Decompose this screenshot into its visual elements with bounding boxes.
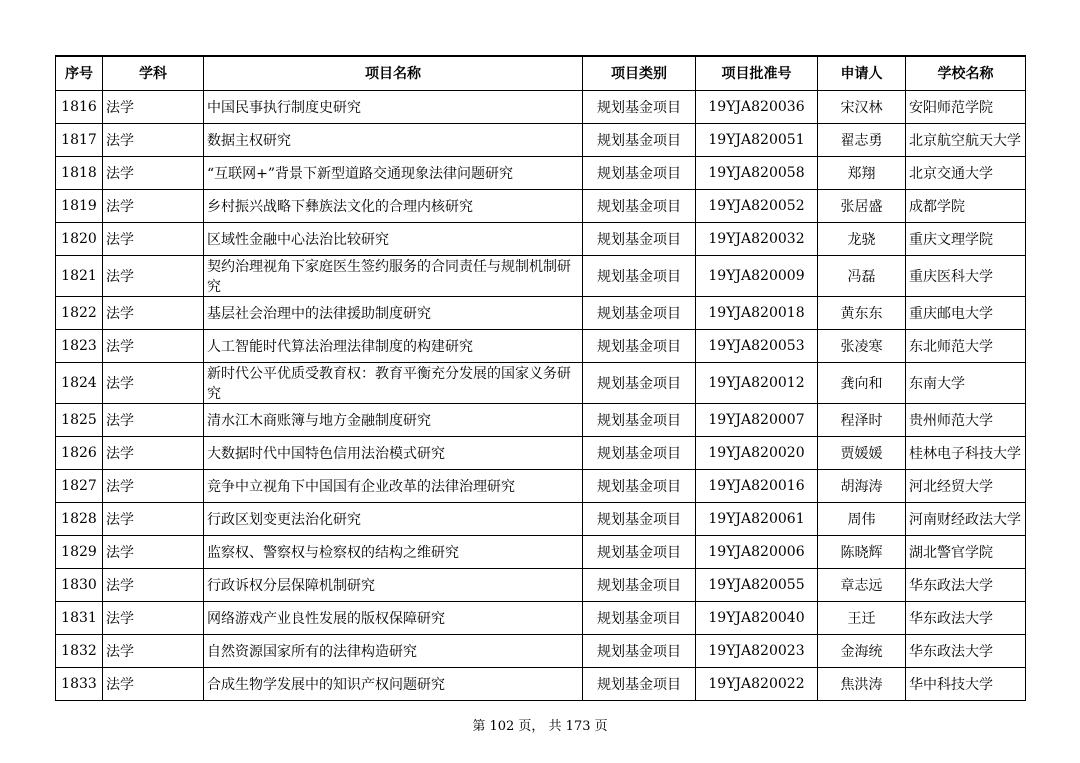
subject-cell: 法学 bbox=[103, 156, 204, 189]
page-footer: 第 102 页， 共 173 页 bbox=[472, 719, 608, 734]
index-cell: 1831 bbox=[56, 601, 103, 634]
approval-number-cell: 19YJA820012 bbox=[696, 362, 818, 403]
applicant-cell: 金海统 bbox=[818, 634, 906, 667]
table-row bbox=[56, 362, 1026, 403]
table-row bbox=[56, 634, 1026, 667]
approval-number-cell: 19YJA820058 bbox=[696, 156, 818, 189]
table-row bbox=[56, 296, 1026, 329]
project-name-cell: 大数据时代中国特色信用法治模式研究 bbox=[204, 436, 583, 469]
school-name-cell: 北京交通大学 bbox=[906, 156, 1026, 189]
project-name-cell: 网络游戏产业良性发展的版权保障研究 bbox=[204, 601, 583, 634]
school-name-cell: 华东政法大学 bbox=[906, 634, 1026, 667]
approval-number-cell: 19YJA820007 bbox=[696, 403, 818, 436]
applicant-cell: 宋汉林 bbox=[818, 90, 906, 123]
index-cell: 1822 bbox=[56, 296, 103, 329]
school-name-cell: 河南财经政法大学 bbox=[906, 502, 1026, 535]
subject-cell: 法学 bbox=[103, 123, 204, 156]
school-name-cell: 成都学院 bbox=[906, 189, 1026, 222]
project-category-cell: 规划基金项目 bbox=[583, 502, 696, 535]
subject-cell: 法学 bbox=[103, 189, 204, 222]
header-subject: 学科 bbox=[103, 56, 204, 90]
project-name-cell: 行政区划变更法治化研究 bbox=[204, 502, 583, 535]
subject-cell: 法学 bbox=[103, 667, 204, 700]
applicant-cell: 郑翔 bbox=[818, 156, 906, 189]
project-category-cell: 规划基金项目 bbox=[583, 123, 696, 156]
subject-cell: 法学 bbox=[103, 90, 204, 123]
project-category-cell: 规划基金项目 bbox=[583, 469, 696, 502]
project-name-cell: 新时代公平优质受教育权：教育平衡充分发展的国家义务研究 bbox=[204, 362, 583, 403]
subject-cell: 法学 bbox=[103, 362, 204, 403]
table-body bbox=[56, 90, 1026, 700]
index-cell: 1830 bbox=[56, 568, 103, 601]
approval-number-cell: 19YJA820018 bbox=[696, 296, 818, 329]
project-name-cell: 人工智能时代算法治理法律制度的构建研究 bbox=[204, 329, 583, 362]
index-cell: 1816 bbox=[56, 90, 103, 123]
index-cell: 1824 bbox=[56, 362, 103, 403]
project-category-cell: 规划基金项目 bbox=[583, 667, 696, 700]
school-name-cell: 河北经贸大学 bbox=[906, 469, 1026, 502]
applicant-cell: 冯磊 bbox=[818, 255, 906, 296]
subject-cell: 法学 bbox=[103, 568, 204, 601]
project-name-cell: 中国民事执行制度史研究 bbox=[204, 90, 583, 123]
project-category-cell: 规划基金项目 bbox=[583, 601, 696, 634]
header-school-name: 学校名称 bbox=[906, 56, 1026, 90]
project-name-cell: 自然资源国家所有的法律构造研究 bbox=[204, 634, 583, 667]
project-category-cell: 规划基金项目 bbox=[583, 568, 696, 601]
table-row bbox=[56, 568, 1026, 601]
school-name-cell: 安阳师范学院 bbox=[906, 90, 1026, 123]
table-row bbox=[56, 156, 1026, 189]
project-category-cell: 规划基金项目 bbox=[583, 362, 696, 403]
project-category-cell: 规划基金项目 bbox=[583, 436, 696, 469]
applicant-cell: 胡海涛 bbox=[818, 469, 906, 502]
project-name-cell: 监察权、警察权与检察权的结构之维研究 bbox=[204, 535, 583, 568]
subject-cell: 法学 bbox=[103, 436, 204, 469]
table-row bbox=[56, 189, 1026, 222]
applicant-cell: 黄东东 bbox=[818, 296, 906, 329]
subject-cell: 法学 bbox=[103, 296, 204, 329]
approval-number-cell: 19YJA820051 bbox=[696, 123, 818, 156]
index-cell: 1833 bbox=[56, 667, 103, 700]
school-name-cell: 华东政法大学 bbox=[906, 601, 1026, 634]
school-name-cell: 重庆文理学院 bbox=[906, 222, 1026, 255]
subject-cell: 法学 bbox=[103, 222, 204, 255]
project-category-cell: 规划基金项目 bbox=[583, 222, 696, 255]
project-name-cell: 合成生物学发展中的知识产权问题研究 bbox=[204, 667, 583, 700]
index-cell: 1819 bbox=[56, 189, 103, 222]
project-name-cell: 清水江木商账簿与地方金融制度研究 bbox=[204, 403, 583, 436]
project-name-cell: “互联网+”背景下新型道路交通现象法律问题研究 bbox=[204, 156, 583, 189]
approval-number-cell: 19YJA820040 bbox=[696, 601, 818, 634]
applicant-cell: 张凌寒 bbox=[818, 329, 906, 362]
index-cell: 1827 bbox=[56, 469, 103, 502]
applicant-cell: 陈晓辉 bbox=[818, 535, 906, 568]
project-name-cell: 契约治理视角下家庭医生签约服务的合同责任与规制机制研究 bbox=[204, 255, 583, 296]
table-row bbox=[56, 436, 1026, 469]
project-category-cell: 规划基金项目 bbox=[583, 255, 696, 296]
applicant-cell: 龙骁 bbox=[818, 222, 906, 255]
applicant-cell: 王迁 bbox=[818, 601, 906, 634]
subject-cell: 法学 bbox=[103, 502, 204, 535]
project-category-cell: 规划基金项目 bbox=[583, 535, 696, 568]
school-name-cell: 贵州师范大学 bbox=[906, 403, 1026, 436]
project-category-cell: 规划基金项目 bbox=[583, 156, 696, 189]
approval-number-cell: 19YJA820032 bbox=[696, 222, 818, 255]
table-row bbox=[56, 535, 1026, 568]
header-project-category: 项目类别 bbox=[583, 56, 696, 90]
school-name-cell: 桂林电子科技大学 bbox=[906, 436, 1026, 469]
applicant-cell: 周伟 bbox=[818, 502, 906, 535]
approval-number-cell: 19YJA820061 bbox=[696, 502, 818, 535]
project-table bbox=[55, 55, 1026, 701]
project-category-cell: 规划基金项目 bbox=[583, 634, 696, 667]
project-category-cell: 规划基金项目 bbox=[583, 296, 696, 329]
header-project-name: 项目名称 bbox=[204, 56, 583, 90]
project-category-cell: 规划基金项目 bbox=[583, 329, 696, 362]
index-cell: 1818 bbox=[56, 156, 103, 189]
project-category-cell: 规划基金项目 bbox=[583, 403, 696, 436]
subject-cell: 法学 bbox=[103, 255, 204, 296]
header-approval-number: 项目批准号 bbox=[696, 56, 818, 90]
school-name-cell: 华中科技大学 bbox=[906, 667, 1026, 700]
table-row bbox=[56, 222, 1026, 255]
applicant-cell: 焦洪涛 bbox=[818, 667, 906, 700]
table-row bbox=[56, 123, 1026, 156]
school-name-cell: 重庆邮电大学 bbox=[906, 296, 1026, 329]
table-row bbox=[56, 601, 1026, 634]
school-name-cell: 华东政法大学 bbox=[906, 568, 1026, 601]
approval-number-cell: 19YJA820022 bbox=[696, 667, 818, 700]
applicant-cell: 龚向和 bbox=[818, 362, 906, 403]
subject-cell: 法学 bbox=[103, 329, 204, 362]
header-applicant: 申请人 bbox=[818, 56, 906, 90]
applicant-cell: 章志远 bbox=[818, 568, 906, 601]
table-row bbox=[56, 667, 1026, 700]
project-name-cell: 行政诉权分层保障机制研究 bbox=[204, 568, 583, 601]
index-cell: 1825 bbox=[56, 403, 103, 436]
subject-cell: 法学 bbox=[103, 601, 204, 634]
school-name-cell: 东南大学 bbox=[906, 362, 1026, 403]
subject-cell: 法学 bbox=[103, 535, 204, 568]
table-row bbox=[56, 255, 1026, 296]
table-row bbox=[56, 403, 1026, 436]
project-name-cell: 数据主权研究 bbox=[204, 123, 583, 156]
school-name-cell: 东北师范大学 bbox=[906, 329, 1026, 362]
project-category-cell: 规划基金项目 bbox=[583, 189, 696, 222]
index-cell: 1829 bbox=[56, 535, 103, 568]
applicant-cell: 程泽时 bbox=[818, 403, 906, 436]
project-name-cell: 区域性金融中心法治比较研究 bbox=[204, 222, 583, 255]
approval-number-cell: 19YJA820055 bbox=[696, 568, 818, 601]
approval-number-cell: 19YJA820016 bbox=[696, 469, 818, 502]
table-row bbox=[56, 90, 1026, 123]
table-row bbox=[56, 329, 1026, 362]
index-cell: 1832 bbox=[56, 634, 103, 667]
header-index: 序号 bbox=[56, 56, 103, 90]
index-cell: 1826 bbox=[56, 436, 103, 469]
approval-number-cell: 19YJA820023 bbox=[696, 634, 818, 667]
approval-number-cell: 19YJA820009 bbox=[696, 255, 818, 296]
approval-number-cell: 19YJA820036 bbox=[696, 90, 818, 123]
applicant-cell: 翟志勇 bbox=[818, 123, 906, 156]
index-cell: 1820 bbox=[56, 222, 103, 255]
applicant-cell: 贾媛媛 bbox=[818, 436, 906, 469]
project-name-cell: 基层社会治理中的法律援助制度研究 bbox=[204, 296, 583, 329]
school-name-cell: 湖北警官学院 bbox=[906, 535, 1026, 568]
table-header-row bbox=[56, 56, 1026, 90]
table-row bbox=[56, 469, 1026, 502]
index-cell: 1828 bbox=[56, 502, 103, 535]
subject-cell: 法学 bbox=[103, 634, 204, 667]
project-name-cell: 乡村振兴战略下彝族法文化的合理内核研究 bbox=[204, 189, 583, 222]
project-name-cell: 竞争中立视角下中国国有企业改革的法律治理研究 bbox=[204, 469, 583, 502]
approval-number-cell: 19YJA820020 bbox=[696, 436, 818, 469]
school-name-cell: 北京航空航天大学 bbox=[906, 123, 1026, 156]
applicant-cell: 张居盛 bbox=[818, 189, 906, 222]
approval-number-cell: 19YJA820053 bbox=[696, 329, 818, 362]
table-row bbox=[56, 502, 1026, 535]
approval-number-cell: 19YJA820006 bbox=[696, 535, 818, 568]
subject-cell: 法学 bbox=[103, 403, 204, 436]
project-category-cell: 规划基金项目 bbox=[583, 90, 696, 123]
index-cell: 1817 bbox=[56, 123, 103, 156]
school-name-cell: 重庆医科大学 bbox=[906, 255, 1026, 296]
approval-number-cell: 19YJA820052 bbox=[696, 189, 818, 222]
index-cell: 1821 bbox=[56, 255, 103, 296]
subject-cell: 法学 bbox=[103, 469, 204, 502]
index-cell: 1823 bbox=[56, 329, 103, 362]
